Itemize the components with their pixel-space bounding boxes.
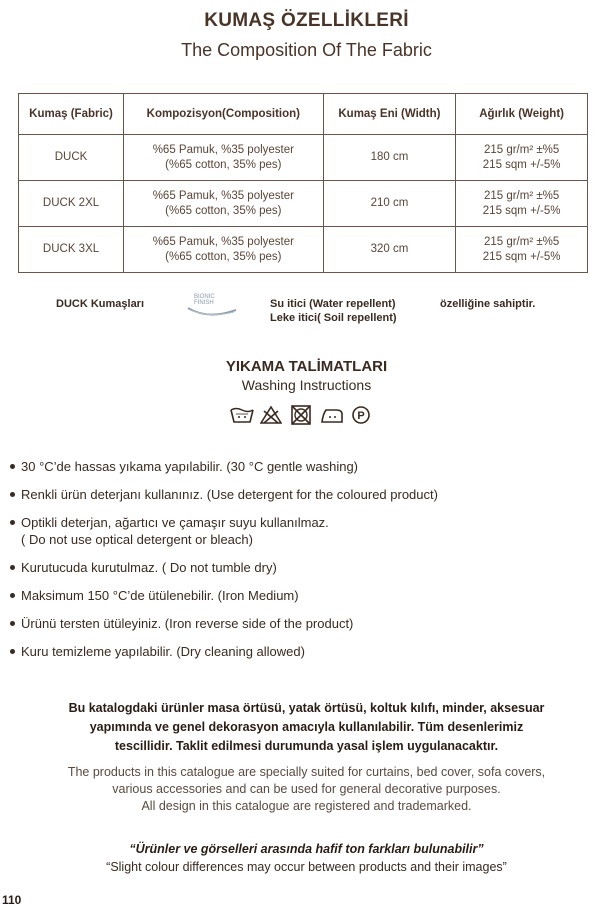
page-subtitle: The Composition Of The Fabric — [181, 40, 432, 60]
cell-weight — [456, 227, 588, 273]
weight-tr: 215 gr/m² ±%5 — [483, 189, 560, 202]
features-label: DUCK Kumaşları — [56, 298, 145, 310]
cell-weight — [456, 181, 588, 227]
list-item: Ürünü tersten ütüleyiniz. (Iron reverse side of the product) — [10, 615, 600, 632]
colour-disclaimer-english: “Slight colour differences may occur between products and their images” — [106, 860, 507, 874]
cell-fabric: DUCK 3XL — [19, 227, 124, 273]
no-tumble-dry-icon — [290, 405, 312, 425]
table-row — [19, 135, 588, 181]
feature-soil-repellent: Leke itici( Soil repellent) — [270, 312, 397, 324]
weight-en: 215 sqm +/-5% — [482, 204, 561, 217]
cell-composition — [124, 135, 324, 181]
composition-tr: %65 Pamuk, %35 polyester — [152, 143, 294, 156]
fabric-composition-table — [18, 93, 588, 273]
washing-subtitle: Washing Instructions — [241, 377, 372, 393]
column-header-width: Kumaş Eni (Width) — [323, 94, 456, 135]
list-item: 30 °C’de hassas yıkama yapılabilir. (30 °C gentle washing) — [10, 458, 600, 475]
bionic-swoosh-icon — [186, 302, 238, 318]
fabric-features — [0, 292, 613, 332]
feature-water-repellent: Su itici (Water repellent) — [270, 298, 396, 310]
iron-medium-icon — [320, 405, 342, 425]
cell-fabric: DUCK 2XL — [19, 181, 124, 227]
usage-note-english: The products in this catalogue are specially suited for curtains, bed cover, sofa covers, various accessories and can be used for general decorative purposes. All design in this catalogue are registered and trademarked. — [67, 765, 546, 813]
cell-composition — [124, 181, 324, 227]
composition-tr: %65 Pamuk, %35 polyester — [152, 189, 294, 202]
list-item: Kurutucuda kurutulmaz. ( Do not tumble dry) — [10, 559, 600, 576]
list-item: Maksimum 150 °C’de ütülenebilir. (Iron Medium) — [10, 587, 600, 604]
cell-composition — [124, 227, 324, 273]
features-suffix: özelliğine sahiptir. — [440, 298, 536, 310]
svg-text:P: P — [357, 410, 365, 422]
cell-width: 180 cm — [323, 135, 456, 181]
page-number: 110 — [2, 893, 22, 907]
weight-tr: 215 gr/m² ±%5 — [483, 143, 560, 156]
washing-instructions-list — [10, 458, 600, 671]
usage-note-turkish: Bu katalogdaki ürünler masa örtüsü, yatak örtüsü, koltuk kılıfı, minder, aksesuar yapımında ve genel dekorasyon amacıyla kullanılabilir. Tüm desenlerimiz tescillidir. Taklit edilmesi durumunda yasal işlem uygulanacaktır. — [68, 701, 545, 753]
composition-en: (%65 cotton, 35% pes) — [165, 250, 282, 263]
cell-width: 320 cm — [323, 227, 456, 273]
table-header-row — [19, 94, 588, 135]
table-row — [19, 227, 588, 273]
column-header-weight: Ağırlık (Weight) — [456, 94, 588, 135]
cell-weight — [456, 135, 588, 181]
bionic-finish-logo — [186, 292, 238, 322]
column-header-composition: Kompozisyon(Composition) — [124, 94, 324, 135]
washing-title: YIKAMA TALİMATLARI — [225, 358, 388, 375]
table-row — [19, 181, 588, 227]
bionic-finish-logo-text: BIONIC FINISH — [194, 294, 215, 306]
composition-en: (%65 cotton, 35% pes) — [165, 204, 282, 217]
wash-30-icon — [230, 405, 252, 425]
no-bleach-icon — [260, 405, 282, 425]
weight-en: 215 sqm +/-5% — [482, 158, 561, 171]
list-item: Optikli deterjan, ağartıcı ve çamaşır suyu kullanılmaz. ( Do not use optical detergent or bleach) — [10, 514, 600, 548]
weight-en: 215 sqm +/-5% — [482, 250, 561, 263]
composition-en: (%65 cotton, 35% pes) — [165, 158, 282, 171]
composition-tr: %65 Pamuk, %35 polyester — [152, 235, 294, 248]
list-item: Renkli ürün deterjanı kullanınız. (Use detergent for the coloured product) — [10, 486, 600, 503]
colour-disclaimer-turkish: “Ürünler ve görselleri arasında hafif ton farkları bulunabilir” — [129, 842, 484, 856]
cell-fabric: DUCK — [19, 135, 124, 181]
dry-clean-p-icon — [350, 405, 372, 425]
weight-tr: 215 gr/m² ±%5 — [483, 235, 560, 248]
cell-width: 210 cm — [323, 181, 456, 227]
list-item: Kuru temizleme yapılabilir. (Dry cleaning allowed) — [10, 643, 600, 660]
page-title: KUMAŞ ÖZELLİKLERİ — [204, 10, 409, 31]
column-header-fabric: Kumaş (Fabric) — [19, 94, 124, 135]
care-symbols — [230, 404, 390, 426]
